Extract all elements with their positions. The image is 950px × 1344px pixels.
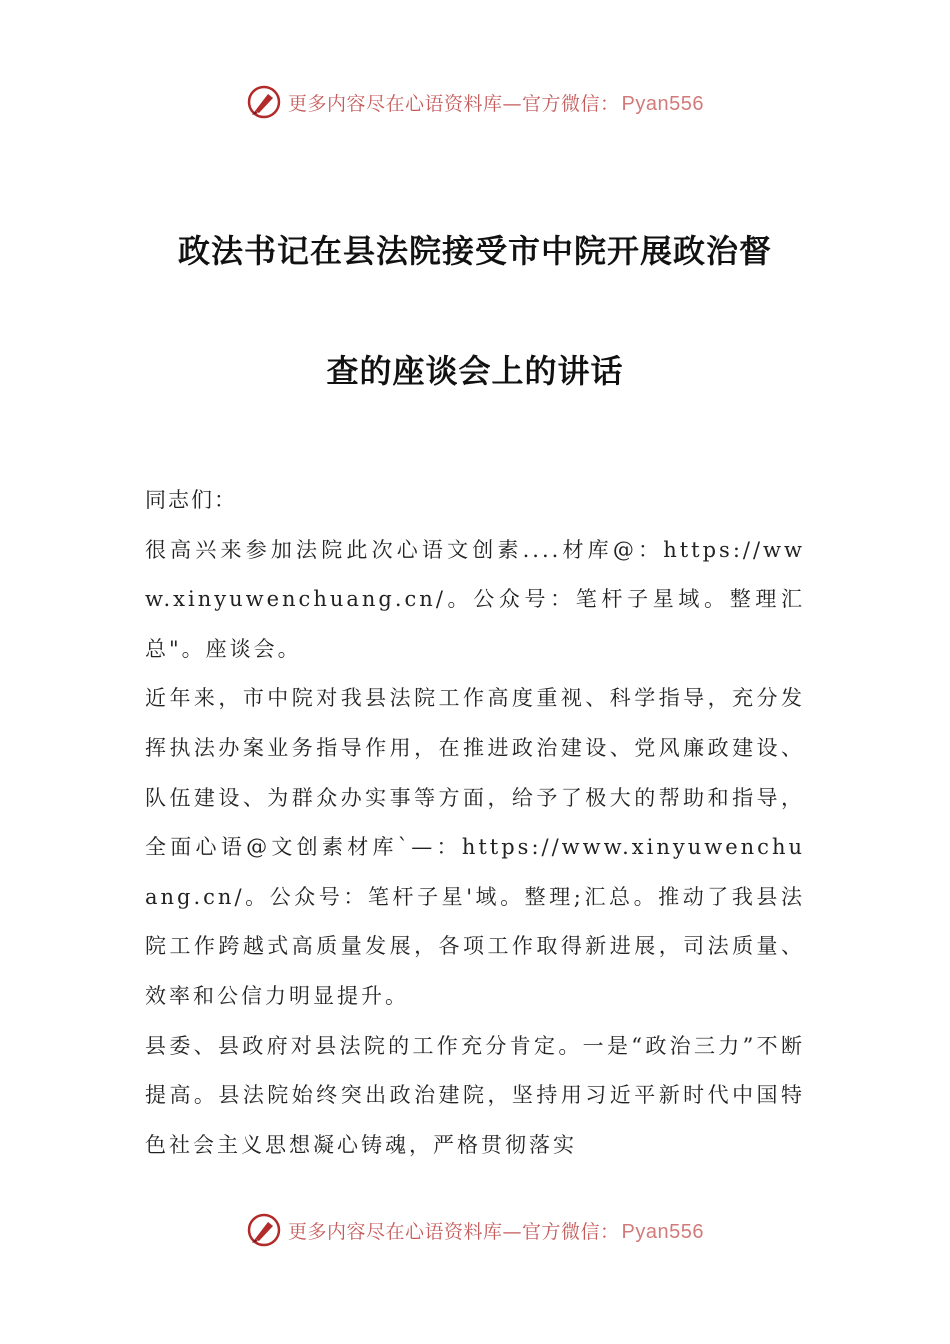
watermark-text: 更多内容尽在心语资料库—官方微信： Pyan556	[288, 1220, 704, 1243]
pen-nib-logo-icon	[246, 84, 282, 120]
watermark-banner-bottom	[0, 1208, 950, 1252]
document-title-line-2: 查的座谈会上的讲话	[326, 352, 624, 390]
document-title-line-1: 政法书记在县法院接受市中院开展政治督	[177, 232, 772, 270]
pen-nib-logo-icon	[246, 1212, 282, 1248]
watermark-banner-top	[0, 80, 950, 124]
wechat-id: Pyan556	[621, 1220, 704, 1243]
paragraph-2: 近年来，市中院对我县法院工作高度重视、科学指导，充分发挥执法办案业务指导作用，在推进政治建设、党风廉政建设、队伍建设、为群众办实事等方面，给予了极大的帮助和指导，全面心语@文创素材库`—：https://www.xinyuwenchuang.cn/。公众号：笔杆子星'域。整理;汇总。推动了我县法院工作跨越式高质量发展，各项工作取得新进展，司法质量、效率和公信力明显提升。	[145, 686, 805, 1008]
paragraph-3: 县委、县政府对县法院的工作充分肯定。一是“政治三力”不断提高。县法院始终突出政治建院，坚持用习近平新时代中国特色社会主义思想凝心铸魂，严格贯彻落实	[145, 1033, 805, 1157]
wechat-id: Pyan556	[621, 92, 704, 115]
watermark-text: 更多内容尽在心语资料库—官方微信： Pyan556	[288, 92, 704, 115]
paragraph-1: 很高兴来参加法院此次心语文创素....材库@：https://www.xinyuwenchuang.cn/。公众号：笔杆子星域。整理汇总"。座谈会。	[145, 537, 805, 661]
document-body	[145, 476, 805, 1170]
salutation: 同志们：	[145, 488, 237, 512]
